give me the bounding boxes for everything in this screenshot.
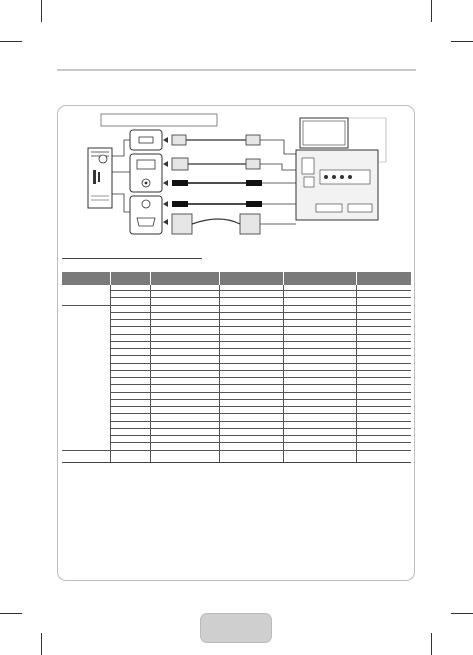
- pc-dsub-audio-panel: [130, 196, 162, 234]
- table-header-cell: [219, 272, 283, 285]
- crop-mark: [431, 633, 432, 655]
- audio-cable-2: [172, 201, 262, 207]
- table-row: [62, 356, 411, 363]
- hdmi-cable: [172, 135, 260, 145]
- crop-mark: [431, 0, 432, 22]
- subheading-underline: [62, 258, 202, 259]
- dsub-cable: [172, 214, 260, 234]
- table-row: [62, 450, 411, 462]
- crop-mark: [41, 0, 42, 22]
- table-row: [62, 291, 411, 298]
- table-header-cell: [110, 272, 150, 285]
- table-row: [62, 414, 411, 421]
- table-row: [62, 312, 411, 319]
- table-row: [62, 421, 411, 428]
- table-row: [62, 305, 411, 312]
- crop-mark: [41, 633, 42, 655]
- connection-arrows: [163, 137, 168, 225]
- caption-box: [101, 114, 217, 126]
- pc-dvi-audio-panel: [130, 154, 162, 192]
- table-header-cell: [356, 272, 411, 285]
- table-row: [62, 399, 411, 406]
- pc-hdmi-port-panel: [130, 130, 162, 150]
- section-rule: [57, 69, 416, 71]
- table-row: [62, 385, 411, 392]
- crop-mark: [0, 613, 22, 614]
- tv-rear-panel: [296, 150, 378, 220]
- table-row: [62, 378, 411, 385]
- table-row: [62, 298, 411, 305]
- table-header-cell: [150, 272, 219, 285]
- table-row: [62, 341, 411, 348]
- table-row: [62, 443, 411, 450]
- table-header-cell: [62, 272, 110, 285]
- table-row: [62, 436, 411, 443]
- table-row: [62, 327, 411, 334]
- display-mode-table: [62, 272, 411, 463]
- tv-icon: [300, 118, 348, 148]
- table-header-cell: [283, 272, 356, 285]
- table-row: [62, 320, 411, 327]
- table-row: [62, 392, 411, 399]
- pc-tower-icon: [88, 148, 112, 208]
- table-row: [62, 334, 411, 341]
- crop-mark: [451, 41, 473, 42]
- page-number-tab: [200, 613, 272, 643]
- crop-mark: [0, 41, 22, 42]
- table-row: [62, 370, 411, 377]
- table-header: [62, 272, 411, 285]
- table-row: [62, 349, 411, 356]
- hdmi-dvi-cable: [172, 158, 260, 170]
- table-row: [62, 407, 411, 414]
- crop-mark: [451, 613, 473, 614]
- table-row: [62, 428, 411, 435]
- table-row: [62, 363, 411, 370]
- audio-cable: [172, 180, 262, 186]
- connection-diagram: [60, 110, 390, 250]
